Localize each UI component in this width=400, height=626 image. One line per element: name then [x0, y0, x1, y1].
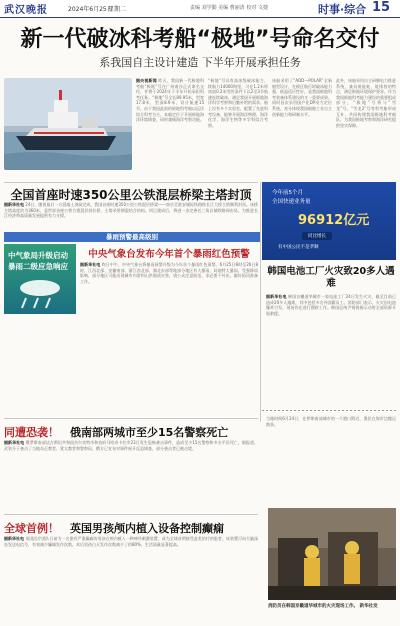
page-number: 15: [372, 0, 391, 15]
story3-headline: 中央气象台发布今年首个暴雨红色预警: [88, 249, 250, 260]
stat-card: [262, 182, 396, 260]
poster-title-1: 中气象局升级启动: [8, 251, 68, 260]
stat-line-2: 全国快递业务量: [272, 199, 311, 205]
story2-text: 24日，随着最后一方混凝土浇筑完成，我国首座时速350公里公铁混层桥梁——南京至淮安城际铁路跨长江大桥主塔顺利封顶。该桥主塔高度约为360米，是世界首座公铁合建混层斜拉桥，主塔采用钢混结合结构。项目建成后，将进一步完善长三角区域铁路网布局，为推进长江经济带高质量发展提供有力支撑。: [4, 202, 258, 219]
story4-text: 韩国京畿道华城市一家电池工厂24日发生火灾，截至目前已造成20多人遇难，其中包括多名外国籍员工。消防部门表示，火灾因电池爆炸引发，现场仍在进行搜救工作。韩国总统尹锡悦指示动用全部资源开展救援。: [266, 294, 396, 316]
story5-headline: 俄南部两城市至少15名警察死亡: [70, 426, 229, 439]
warning-banner: 暴雨预警最高级别: [4, 232, 260, 242]
story6-tag: 全球首例！: [4, 522, 59, 535]
story3-dateline: 据新华社电: [80, 262, 101, 267]
story5-text: 俄罗斯南部达吉斯坦共和国杰尔宾特市和首府马哈奇卡拉市23日发生恐怖袭击事件，造成至少15名警察和多名平民死亡。据报道，武装分子袭击了当地东正教堂、犹太教堂和警察局，俄方已宣布对事件展开反恐调查，部分袭击者已被击毙。: [4, 440, 258, 451]
lead-subheadline: 系我国自主设计建造 下半年开展承担任务: [99, 56, 301, 69]
story5-tag: 同遭恐袭！: [4, 426, 59, 439]
boat-photo-caption: [266, 416, 396, 504]
lead-col-3-text: 该船采用了“ADD—POLAR”全新船型设计，在极区航行时破冰能力强，低温适应性好，是我国极地科考装备体系建设的又一重要成果。同时首次采用国产化DP动力定位系统，充分体现我国船舶工业自主创新能力和研制水平。: [272, 78, 332, 117]
stat-foot: 有中国公民不是孝顺: [278, 245, 319, 250]
boat-caption-text: 当地时间6月24日，在伊朗南部城市的一个港口附近，渔民在海岸边搬运渔获。: [266, 416, 396, 427]
lead-col-2: [208, 78, 268, 178]
story2-dateline: 据新华社电: [4, 202, 24, 207]
firefighter-photo: [268, 508, 396, 600]
icebreaker-photo: [4, 78, 132, 170]
weather-poster: [4, 244, 76, 314]
story3-text: 昨日中午，中央气象台将暴雨预警升级为今年首个暴雨红色预警。6月25日8时至26日8时，江西北部、安徽南部、浙江西北部、湖北东部等地部分地区有大暴雨，局地特大暴雨。受强降雨影响，部分地区可能出现城市内涝和山洪地质灾害，请公众注意防范，非必要不外出，做好防汛准备工作。: [80, 262, 258, 284]
story4-headline: 韩国电池工厂火灾致20多人遇难: [267, 266, 395, 289]
divider: [4, 418, 258, 419]
issue-weekday: 星期二: [108, 6, 127, 13]
cloud-rain-icon: [10, 278, 70, 310]
lead-col-4-text: 此外，该船采用自主研制电力推进系统，兼具低能耗、低排放的特点，满足极地环境保护要求。作为我国极地科考能力建设的重要组成部分，“极地”号将与“雪龙”号、“雪龙2”号等科考船形成互补，共同构建我国极地科考船队，为我国极地考察和海洋研究提供坚实保障。: [336, 78, 396, 128]
lead-headline: 新一代破冰科考船“极地”号命名交付: [20, 27, 380, 52]
lead-col-4: [336, 78, 396, 178]
stat-line-1: 今年前5个月: [272, 190, 303, 196]
lead-col-2-text: “极地”号具有高冰级破冰能力，续航力14000海里，可在1.2米厚冰加0.2米雪的条件下以2至3节航速连续破冰，满足我国开展极地海洋科学考察和后勤补给的需求。船上设有多个实验室，配置了先进科考设备，能够开展海洋物理、海洋化学、海洋生物等多学科综合考察。: [208, 78, 268, 128]
story6-body: [4, 536, 258, 622]
story6-headline: 英国男孩颅内植入设备控制癫痫: [70, 522, 224, 535]
column-divider: [260, 182, 261, 422]
editor-credits: 责编 刘学勤 美编 曹丽清 校对 文捷: [190, 5, 268, 11]
story3-body: [80, 262, 258, 412]
story2-headline: 全国首座时速350公里公铁混层桥梁主塔封顶: [10, 188, 252, 202]
divider: [4, 514, 258, 515]
lead-col-1: [136, 78, 204, 178]
dotted-divider: [262, 410, 396, 411]
story4-dateline: 据新华社电: [266, 294, 287, 299]
masthead: [0, 0, 400, 18]
lead-dateline: 据央视新闻: [136, 78, 157, 83]
stat-figure: 96912亿元: [298, 213, 370, 228]
paper-name: 武汉晚报: [4, 5, 48, 16]
divider: [4, 182, 258, 183]
lead-col-1-text: 昨天，我国新一代极地科考船“极地”号在广州南沙正式命名交付，并将于2024年下半年开始承担科考任务。“极地”号全长89.95米，型宽17.8米，型深8.9米，设计航速15节。由于我国此前的极地科考船以远洋综合科考为主，本船定位于开展极地海洋环境调查，同时兼顾海洋考察功能。: [136, 78, 204, 123]
lead-col-3: [272, 78, 332, 178]
story5-body: [4, 440, 258, 512]
story6-dateline: 据新华社电: [4, 536, 25, 541]
issue-date: 2024年6月25日: [68, 6, 113, 13]
photo-caption: 消防员在韩国京畿道华城市的火灾现场工作。 新华社发: [268, 604, 378, 609]
story4-body: [266, 294, 396, 406]
story6-text: 英国医疗团队日前为一名患有严重癫痫的男孩在颅内植入一种神经刺激装置，成为全球首例接受此类治疗的患者。该装置可向大脑深处发送电信号，有效减少癫痫发作次数。术后男孩白天发作次数减少了约80%，生活质量显著提高。: [4, 536, 258, 547]
stat-badge: 同比增长: [302, 232, 332, 240]
story2-body: [4, 202, 258, 230]
story5-dateline: 据新华社电: [4, 440, 25, 445]
section-title: 时事·综合: [318, 3, 367, 16]
poster-title-2: 暴雨二级应急响应: [8, 262, 68, 271]
